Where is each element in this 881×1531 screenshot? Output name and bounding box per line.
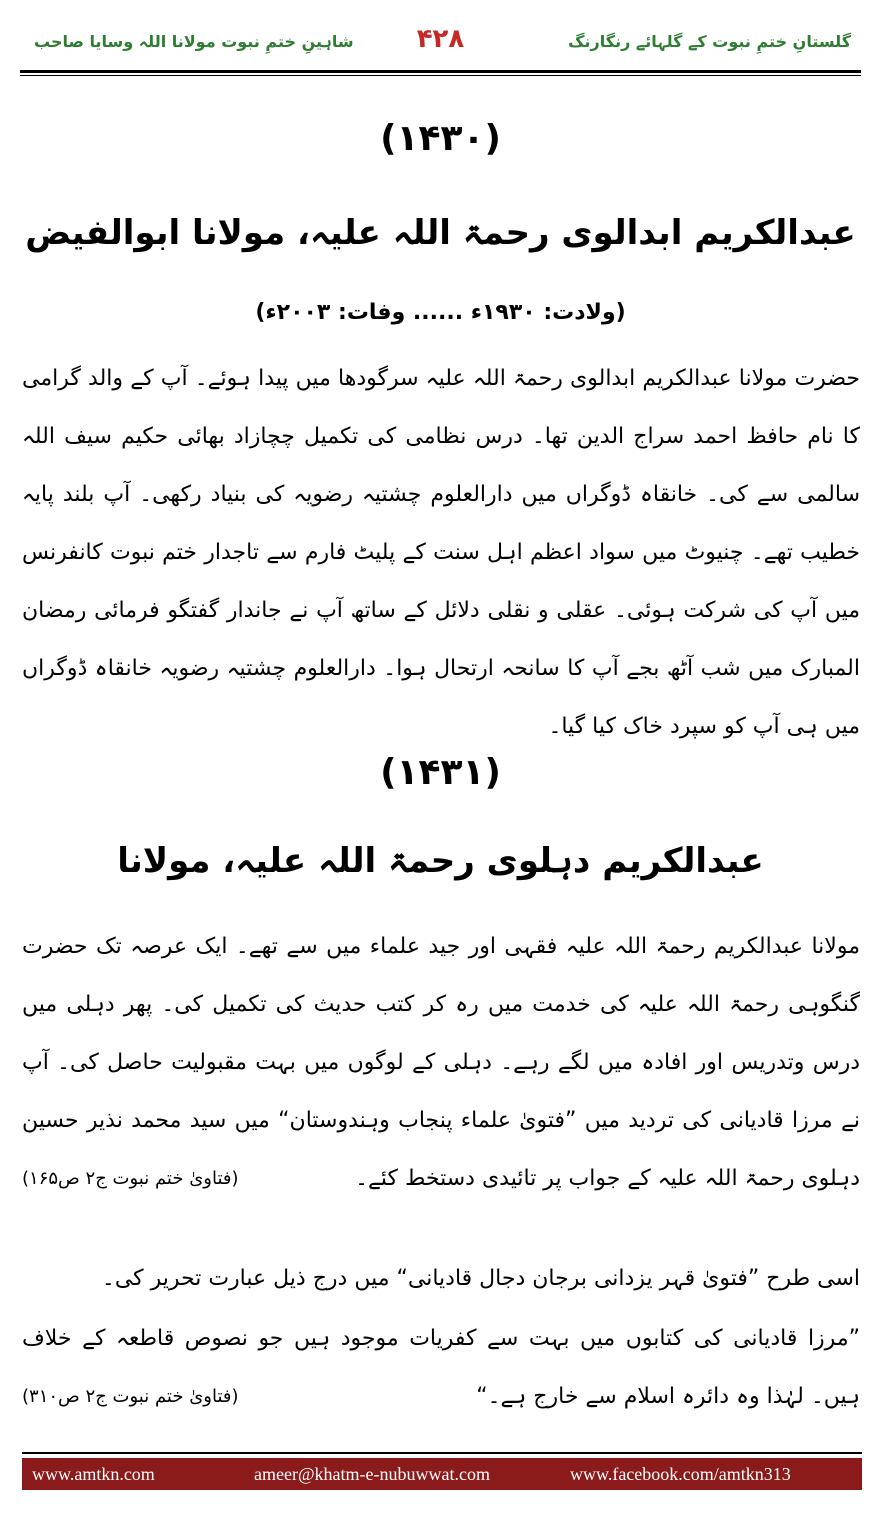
header-divider-thin — [20, 75, 861, 76]
page-header — [20, 18, 861, 68]
entry-paragraph: اسی طرح ”فتویٰ قہر یزدانی برجان دجال قادیانی“ میں درج ذیل عبارت تحریر کی۔ — [101, 1266, 860, 1291]
page-number: ۴۲۸ — [416, 24, 465, 54]
email-link[interactable]: ameer@khatm-e-nubuwwat.com — [254, 1464, 490, 1484]
entry-title: عبدالکریم دہلوی رحمۃ اللہ علیہ، مولانا — [117, 841, 764, 881]
entry-number: (۱۴۳۱) — [380, 752, 501, 793]
header-author: شاہینِ ختمِ نبوت مولانا اللہ وسایا صاحب — [34, 32, 354, 51]
reference-citation: (فتاویٰ ختم نبوت ج۲ ص۱۶۵) — [22, 1168, 239, 1189]
entry-number: (۱۴۳۰) — [380, 118, 501, 159]
entry-paragraph: حضرت مولانا عبدالکریم ابدالوی رحمۃ اللہ علیہ سرگودھا میں پیدا ہوئے۔ آپ کے والد گرامی کا نام حافظ احمد سراج الدین تھا۔ درس نظامی کی تکمیل چچازاد بھائی حکیم سیف اللہ سالمی سے کی۔ خانقاہ ڈوگراں میں دارالعلوم چشتیہ رضویہ کی بنیاد رکھی۔ آپ بلند پایہ خطیب تھے۔ چنیوٹ میں سواد اعظم اہل سنت کے پلیٹ فارم سے تاجدار ختم نبوت کانفرنس میں آپ کی شرکت ہوئی۔ عقلی و نقلی دلائل کے ساتھ آپ نے جاندار گفتگو فرمائی رمضان المبارک میں شب آٹھ بجے آپ کا سانحہ ارتحال ہوا۔ دارالعلوم چشتیہ رضویہ خانقاہ ڈوگراں میں ہی آپ کو سپرد خاک کیا گیا۔ — [22, 366, 860, 739]
page-footer — [22, 1458, 862, 1490]
entry-paragraph — [22, 918, 860, 1238]
website-link[interactable]: www.amtkn.com — [32, 1464, 155, 1484]
quotation-text: ”مرزا قادیانی کی کتابوں میں بہت سے کفریات موجود ہیں جو نصوص قاطعہ کے خلاف ہیں۔ لہٰذا وہ دائرہ اسلام سے خارج ہے۔“ — [22, 1326, 860, 1409]
paragraph-text: مولانا عبدالکریم رحمۃ اللہ علیہ فقہی اور جید علماء میں سے تھے۔ ایک عرصہ تک حضرت گنگوہی رحمۃ اللہ علیہ کی خدمت میں رہ کر کتب حدیث کی تکمیل کی۔ پھر دہلی میں درس وتدریس اور افادہ میں لگے رہے۔ دہلی کے لوگوں میں بہت مقبولیت حاصل کی۔ آپ نے مرزا قادیانی کی تردید میں ”فتویٰ علماء پنجاب وہندوستان“ میں سید محمد نذیر حسین دہلوی رحمۃ اللہ علیہ کے جواب پر تائیدی دستخط کئے۔ — [22, 934, 860, 1191]
header-book-title: گلستانِ ختمِ نبوت کے گلہائے رنگارنگ — [568, 32, 851, 51]
quotation — [22, 1310, 860, 1430]
facebook-link[interactable]: www.facebook.com/amtkn313 — [570, 1464, 791, 1484]
entry-dates: (ولادت: ۱۹۳۰ء ...... وفات: ۲۰۰۳ء) — [255, 300, 626, 325]
entry-title: عبدالکریم ابدالوی رحمۃ اللہ علیہ، مولانا ابوالفیض — [25, 213, 856, 253]
footer-divider — [22, 1452, 862, 1454]
header-divider — [20, 70, 861, 73]
reference-citation: (فتاویٰ ختم نبوت ج۲ ص۳۱۰) — [22, 1386, 239, 1407]
